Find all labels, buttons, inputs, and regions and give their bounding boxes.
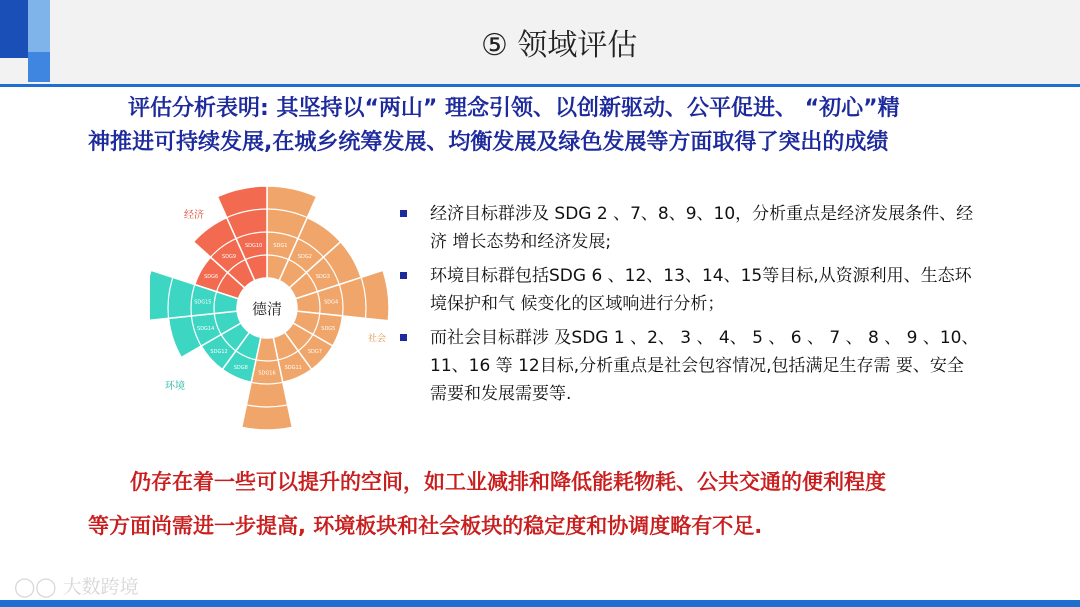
header-accent-mid <box>28 52 50 82</box>
bullet-square-icon <box>400 272 407 279</box>
sdg-rose-chart <box>150 180 390 440</box>
rose-segment-label: SDG5 <box>321 325 336 332</box>
bullet-square-icon <box>400 334 407 341</box>
rose-segment-label: SDG16 <box>258 370 276 377</box>
watermark-text: 大数跨境 <box>62 576 139 598</box>
bullet-text: 环境目标群包括SDG 6 、12、13、14、15等目标,从资源利用、生态环境保护和气 候变化的区域响进行分析； <box>430 266 972 314</box>
rose-segment-label: SDG15 <box>194 299 212 306</box>
conclusion-text <box>88 460 1048 548</box>
rose-segment-label: SDG9 <box>222 253 237 260</box>
group-label-society: 社会 <box>368 334 387 344</box>
header-divider <box>0 84 1080 87</box>
conclusion-line-1: 仍存在着一些可以提升的空间，如工业减排和降低能耗物耗、公共交通的便利程度 <box>130 470 886 494</box>
rose-segment-label: SDG11 <box>284 364 302 371</box>
group-label-environment: 环境 <box>165 381 185 392</box>
rose-segment-label: SDG1 <box>273 242 288 249</box>
rose-segment-label: SDG8 <box>233 364 248 371</box>
rose-segment-label: SDG14 <box>197 325 215 332</box>
bullet-list <box>400 200 980 414</box>
bullet-text: 经济目标群涉及 SDG 2 、7、8、9、10，分析重点是经济发展条件、经济 增长态势和经济发展; <box>430 204 974 252</box>
summary-line-2: 神推进可持续发展,在城乡统筹发展、均衡发展及绿色发展等方面取得了突出的成绩 <box>88 130 889 155</box>
rose-segment-label: SDG12 <box>210 349 228 356</box>
footer-bar <box>0 600 1080 607</box>
bullet-item-economy <box>400 200 980 256</box>
bullet-item-society <box>400 324 980 408</box>
rose-segment-label: SDG10 <box>244 242 263 249</box>
header-accent-dark <box>0 0 28 58</box>
rose-segment-label: SDG2 <box>297 253 312 260</box>
conclusion-line-2: 等方面尚需进一步提高, 环境板块和社会板块的稳定度和协调度略有不足. <box>88 514 763 538</box>
rose-segment-label: SDG4 <box>324 299 339 306</box>
bullet-item-environment <box>400 262 980 318</box>
summary-line-1: 评估分析表明: 其坚持以“两山” 理念引领、以创新驱动、公平促进、 “初心”精 <box>128 96 900 121</box>
logo-icon: ◯◯ <box>14 576 57 598</box>
page-title: ⑤ 领域评估 <box>481 28 638 63</box>
bullet-text: 而社会目标群涉 及SDG 1 、2、 3 、 4、 5 、 6 、 7 、 8 、 9 、10、11、16 等 12目标,分析重点是社会包容情况,包括满足生存需 要、安全需要和发展需要等. <box>430 328 979 404</box>
summary-text <box>88 92 1048 160</box>
group-label-economy: 经济 <box>184 210 204 221</box>
rose-segment-label: SDG7 <box>307 349 322 356</box>
bullet-square-icon <box>400 210 407 217</box>
watermark <box>14 572 139 599</box>
rose-segment-label: SDG6 <box>204 273 219 280</box>
rose-segment-label: SDG3 <box>315 273 330 280</box>
center-label: 德清 <box>251 300 283 318</box>
